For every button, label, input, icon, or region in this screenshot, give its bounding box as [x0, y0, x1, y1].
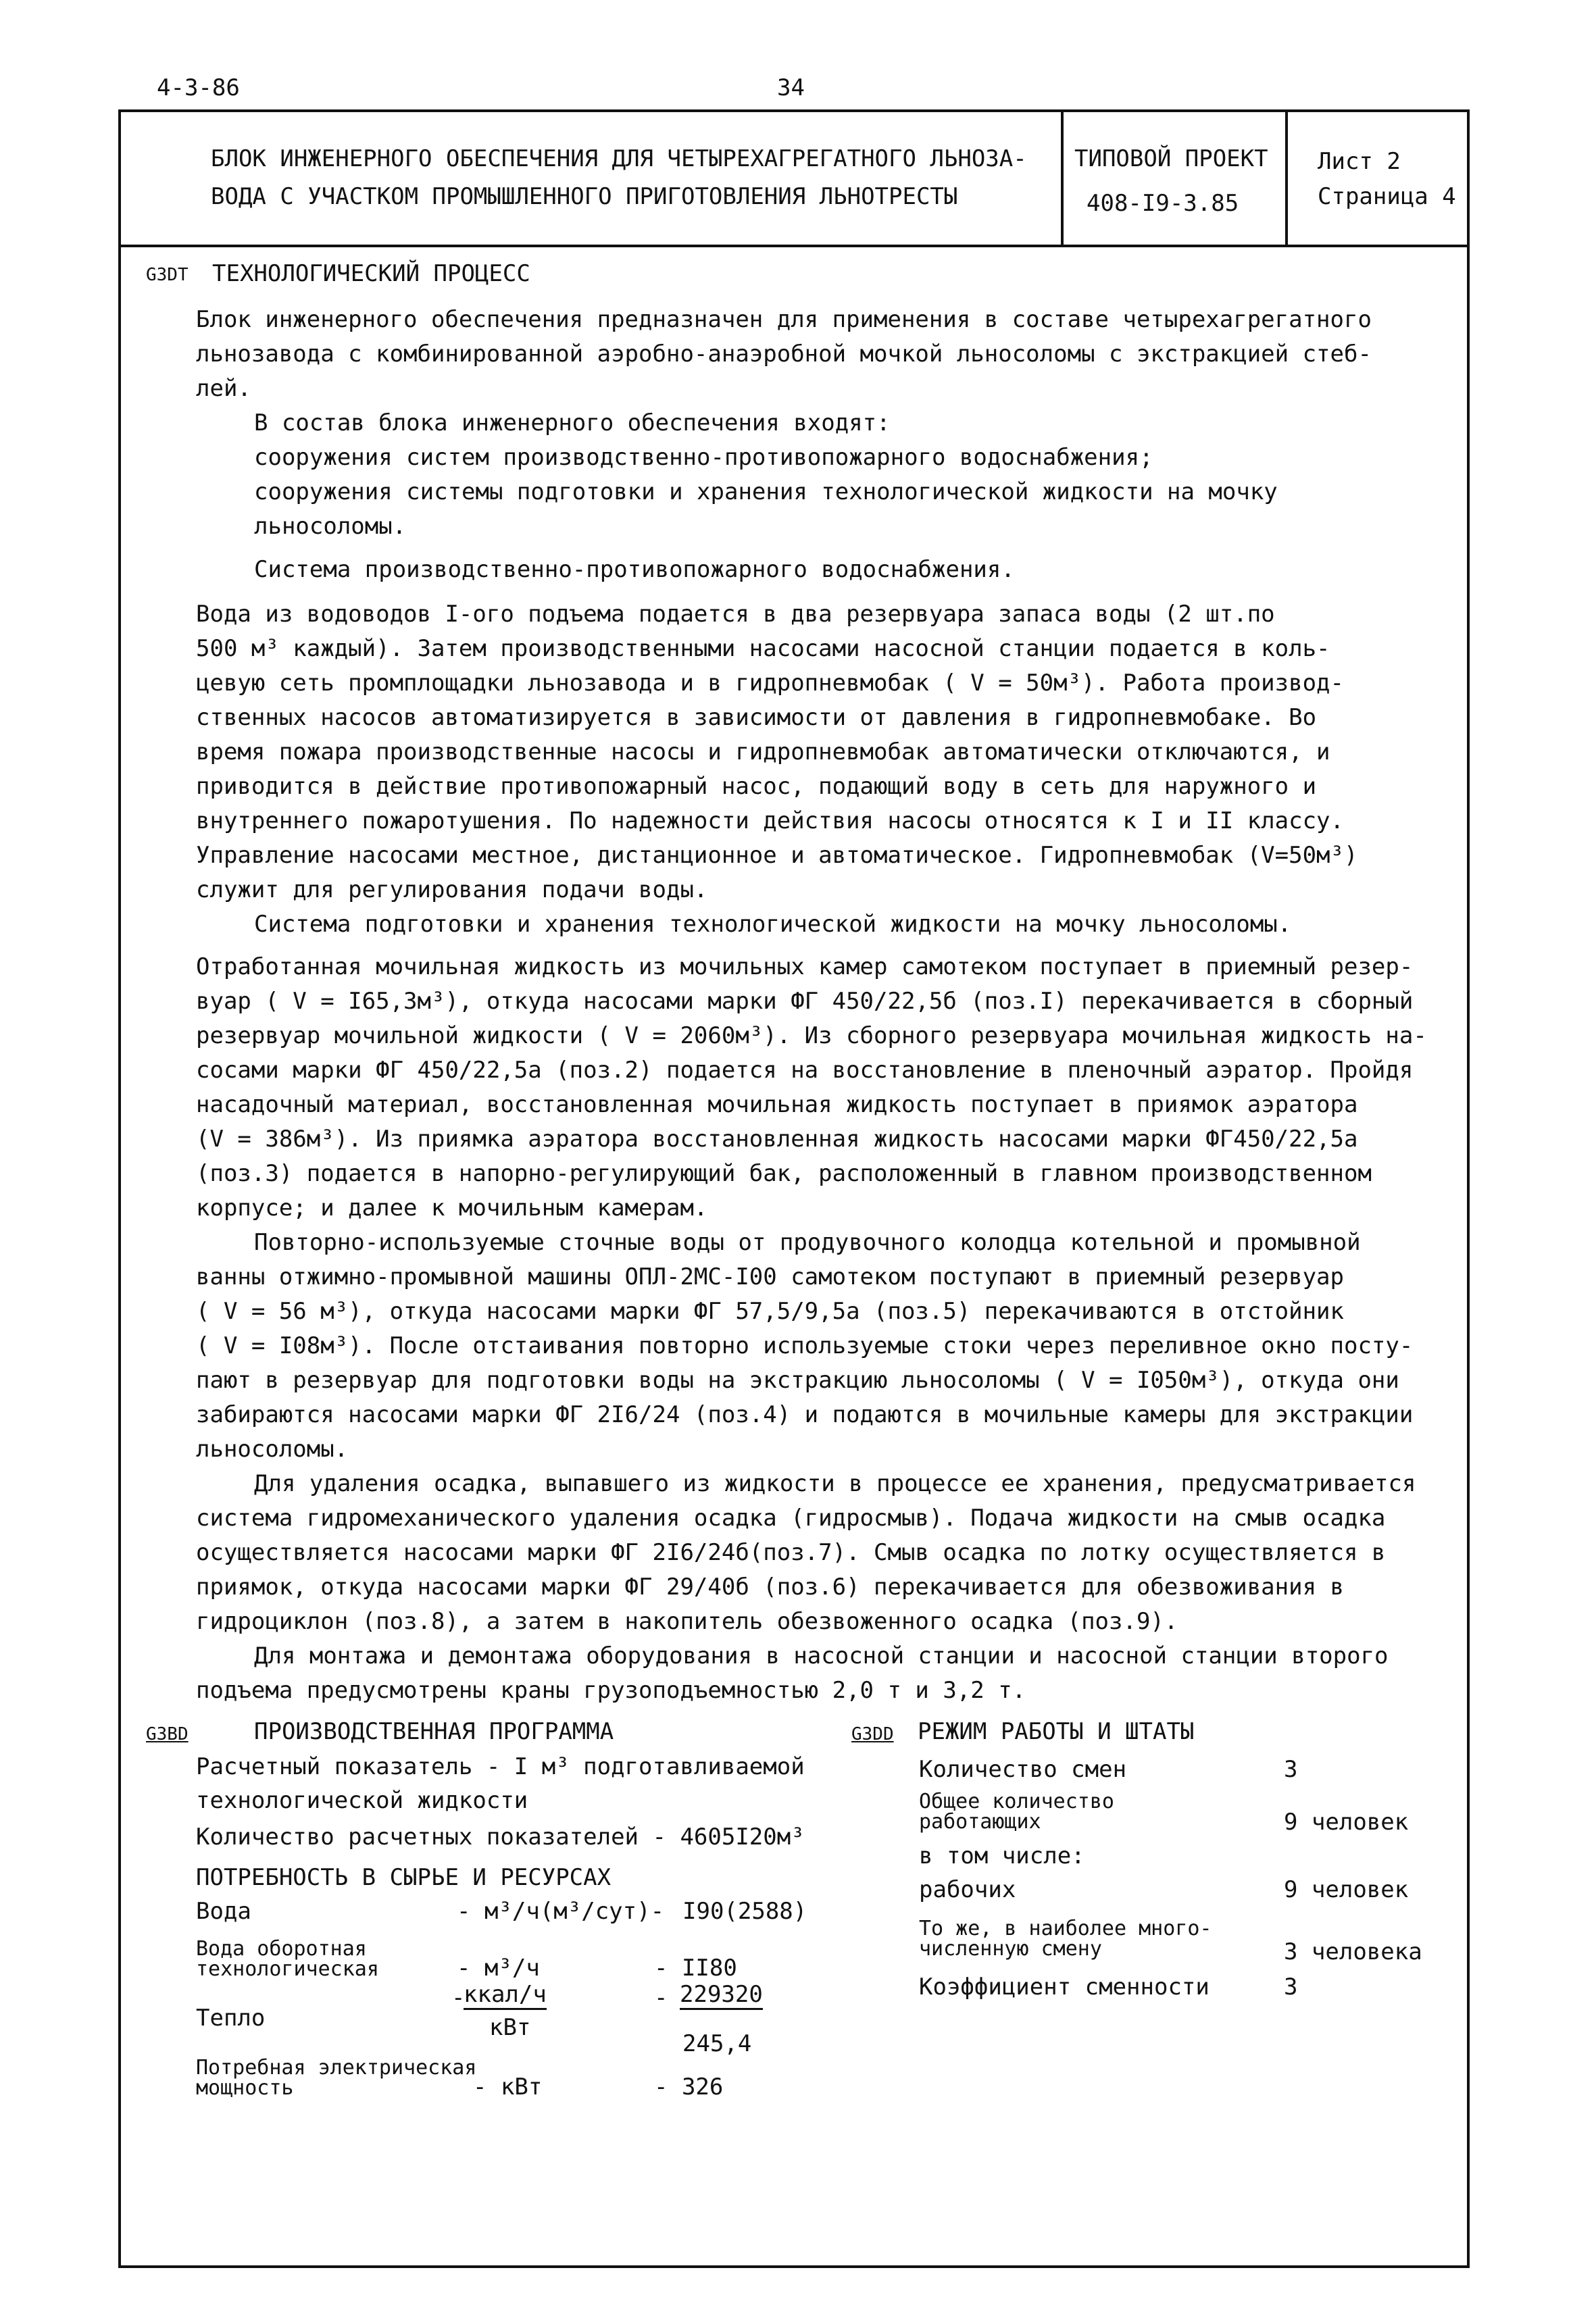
- text-line: сооружения систем производственно-противопожарного водоснабжения;: [254, 444, 1153, 471]
- text-line: цевую сеть промплощадки льнозавода и в гидропневмобак ( V = 50м³). Работа производ-: [196, 670, 1344, 697]
- document-code: 4-3-86: [157, 74, 240, 101]
- subsection-title: Система подготовки и хранения технологической жидкости на мочку льносоломы.: [254, 911, 1292, 938]
- water-label: Вода: [196, 1898, 251, 1925]
- text-line: Для монтажа и демонтажа оборудования в насосной станции и насосной станции второго: [254, 1642, 1389, 1669]
- sheet-label: Лист 2: [1318, 148, 1401, 175]
- header-bottom-rule: [118, 245, 1470, 247]
- tech-section-mark: G3DT: [146, 265, 189, 285]
- water-value: I90(2588): [682, 1898, 807, 1925]
- text-line: (V = 386м³). Из приямка аэратора восстановленная жидкость насосами марки ФГ450/22,5а: [196, 1126, 1358, 1153]
- text-line: насадочный материал, восстановленная мочильная жидкость поступает в приямок аэратора: [196, 1091, 1358, 1118]
- text-line: ванны отжимно-промывной машины ОПЛ-2МС-I00 самотеком поступают в приемный резервуар: [196, 1263, 1344, 1290]
- recycled-label-1: Вода оборотная: [196, 1937, 367, 1961]
- mode-heading: РЕЖИМ РАБОТЫ И ШТАТЫ: [918, 1718, 1195, 1745]
- project-label: ТИПОВОЙ ПРОЕКТ: [1074, 145, 1268, 172]
- text-line: ственных насосов автоматизируется в зависимости от давления в гидропневмобаке. Во: [196, 704, 1317, 731]
- production-line: Расчетный показатель - I м³ подготавливаемой: [196, 1753, 805, 1780]
- recycled-label-2: технологическая: [196, 1957, 379, 1981]
- text-line: Вода из водоводов I-ого подъема подается в два резервуара запаса воды (2 шт.по: [196, 601, 1275, 628]
- text-line: (поз.3) подается в напорно-регулирующий бак, расположенный в главном производственном: [196, 1160, 1372, 1187]
- heat-label: Тепло: [196, 2005, 266, 2032]
- text-line: гидроциклон (поз.8), а затем в накопитель обезвоженного осадка (поз.9).: [196, 1608, 1178, 1635]
- text-line: Блок инженерного обеспечения предназначен для применения в составе четырехагрегатного: [196, 306, 1372, 333]
- mode-row-label: рабочих: [919, 1876, 1016, 1903]
- production-line: Количество расчетных показателей - 4605I20м³: [196, 1823, 805, 1851]
- mode-row-label: Количество смен: [919, 1756, 1127, 1783]
- heat-value-denominator: 245,4: [682, 2030, 752, 2057]
- heat-value-dash: -: [654, 1984, 668, 2011]
- text-line: Управление насосами местное, дистанционное и автоматическое. Гидропневмобак (V=50м³): [196, 842, 1358, 869]
- tech-heading: ТЕХНОЛОГИЧЕСКИЙ ПРОЦЕСС: [212, 260, 530, 287]
- text-line: сооружения системы подготовки и хранения технологической жидкости на мочку: [254, 478, 1278, 505]
- text-line: Отработанная мочильная жидкость из мочильных камер самотеком поступает в приемный резер-: [196, 953, 1414, 980]
- text-line: приводится в действие противопожарный насос, подающий воду в сеть для наружного и: [196, 773, 1317, 800]
- text-line: забираются насосами марки ФГ 2I6/24 (поз.4) и подаются в мочильные камеры для экстракции: [196, 1401, 1414, 1428]
- header-title-line2: ВОДА С УЧАСТКОМ ПРОМЫШЛЕННОГО ПРИГОТОВЛЕНИЯ ЛЬНОТРЕСТЫ: [211, 183, 958, 210]
- text-line: ( V = I08м³). После отстаивания повторно используемые стоки через переливное окно посту-: [196, 1332, 1414, 1359]
- header-divider-1: [1061, 109, 1064, 245]
- power-label-1: Потребная электрическая: [196, 2056, 477, 2080]
- text-line: Повторно-используемые сточные воды от продувочного колодца котельной и промывной: [254, 1229, 1361, 1256]
- text-line: льнозавода с комбинированной аэробно-анаэробной мочкой льносоломы с экстракцией стеб-: [196, 341, 1372, 368]
- power-label-2: мощность: [196, 2076, 294, 2100]
- text-line: ( V = 56 м³), откуда насосами марки ФГ 57,5/9,5а (поз.5) перекачиваются в отстойник: [196, 1298, 1344, 1325]
- text-line: вуар ( V = I65,3м³), откуда насосами марки ФГ 450/22,5б (поз.I) перекачивается в сборный: [196, 988, 1414, 1015]
- text-line: приямок, откуда насосами марки ФГ 29/40б (поз.6) перекачивается для обезвоживания в: [196, 1574, 1344, 1601]
- heat-unit-dash: -: [451, 1984, 466, 2011]
- text-line: льносоломы.: [254, 513, 407, 540]
- text-line: 500 м³ каждый). Затем производственными насосами насосной станции подается в коль-: [196, 635, 1330, 662]
- text-line: внутреннего пожаротушения. По надежности действия насосы относятся к I и II классу.: [196, 807, 1344, 834]
- production-line: технологической жидкости: [196, 1787, 528, 1814]
- text-line: служит для регулирования подачи воды.: [196, 876, 708, 903]
- mode-row-label: То же, в наиболее много-: [919, 1917, 1212, 1940]
- header-divider-2: [1285, 109, 1288, 245]
- power-value: - 326: [654, 2073, 724, 2101]
- text-line: льносоломы.: [196, 1436, 349, 1463]
- page-label: Страница 4: [1318, 183, 1456, 210]
- header-title-line1: БЛОК ИНЖЕНЕРНОГО ОБЕСПЕЧЕНИЯ ДЛЯ ЧЕТЫРЕХАГРЕГАТНОГО ЛЬНОЗА-: [211, 145, 1027, 172]
- text-line: подъема предусмотрены краны грузоподъемностью 2,0 т и 3,2 т.: [196, 1677, 1026, 1704]
- mode-row-value: 3 человека: [1284, 1938, 1422, 1965]
- mode-row-label: Общее количество: [919, 1790, 1114, 1813]
- subsection-title: Система производственно-противопожарного водоснабжения.: [254, 556, 1015, 583]
- mode-row-label: в том числе:: [919, 1842, 1085, 1869]
- text-line: пают в резервуар для подготовки воды на экстракцию льносоломы ( V = I050м³), откуда они: [196, 1367, 1399, 1394]
- mode-row-value: 9 человек: [1284, 1809, 1409, 1836]
- text-line: резервуар мочильной жидкости ( V = 2060м³). Из сборного резервуара мочильная жидкость на-: [196, 1022, 1427, 1049]
- mode-section-mark: G3DD: [851, 1724, 894, 1744]
- mode-row-label: численную смену: [919, 1937, 1102, 1961]
- mode-row-value: 3: [1284, 1973, 1298, 2001]
- production-heading: ПРОИЗВОДСТВЕННАЯ ПРОГРАММА: [254, 1718, 614, 1745]
- water-unit: - м³/ч(м³/сут)-: [457, 1898, 665, 1925]
- mode-row-label: Коэффициент сменности: [919, 1973, 1210, 2001]
- mode-row-value: 3: [1284, 1756, 1298, 1783]
- text-line: лей.: [196, 375, 251, 402]
- heat-unit-denominator: кВт: [489, 2014, 531, 2041]
- text-line: сосами марки ФГ 450/22,5а (поз.2) подается на восстановление в пленочный аэратор. Пройдя: [196, 1057, 1414, 1084]
- recycled-unit: - м³/ч: [457, 1955, 540, 1982]
- heat-value-numerator: 229320: [680, 1981, 763, 2010]
- page-number: 34: [777, 74, 805, 101]
- power-unit: - кВт: [473, 2073, 543, 2101]
- heat-unit-numerator: ккал/ч: [464, 1981, 547, 2010]
- text-line: корпусе; и далее к мочильным камерам.: [196, 1194, 708, 1222]
- text-line: осуществляется насосами марки ФГ 2I6/24б(поз.7). Смыв осадка по лотку осуществляется в: [196, 1539, 1386, 1566]
- text-line: система гидромеханического удаления осадка (гидросмыв). Подача жидкости на смыв осадка: [196, 1505, 1386, 1532]
- text-line: В состав блока инженерного обеспечения входят:: [254, 409, 891, 436]
- mode-row-label: работающих: [919, 1810, 1041, 1834]
- text-line: Для удаления осадка, выпавшего из жидкости в процессе ее хранения, предусматривается: [254, 1470, 1416, 1497]
- mode-row-value: 9 человек: [1284, 1876, 1409, 1903]
- needs-heading: ПОТРЕБНОСТЬ В СЫРЬЕ И РЕСУРСАХ: [196, 1864, 612, 1891]
- production-section-mark: G3BD: [146, 1724, 189, 1744]
- recycled-value: - II80: [654, 1955, 737, 1982]
- text-line: время пожара производственные насосы и гидропневмобак автоматически отключаются, и: [196, 738, 1330, 765]
- project-number: 408-I9-3.85: [1087, 190, 1239, 217]
